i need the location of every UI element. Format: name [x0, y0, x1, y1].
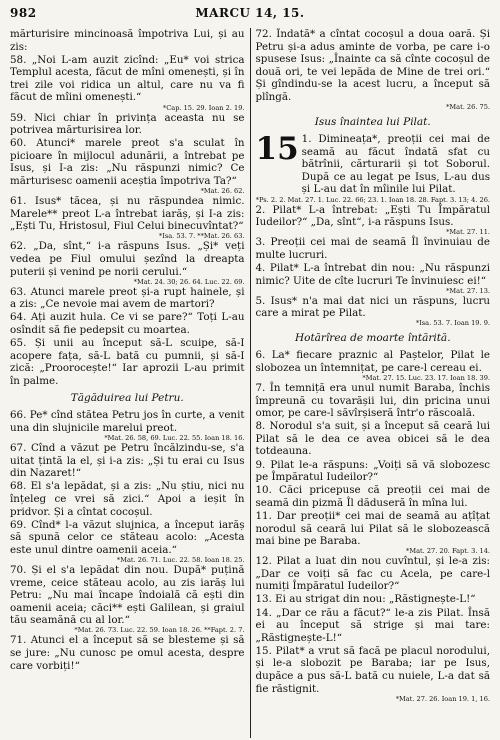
verse-15-12: 12. Pilat a luat din nou cuvîntul, și le-a zis: „Dar ce voiți să fac cu Acela, pe care-l numiți Împăratul Iudeilor?“ — [255, 555, 490, 593]
chapter-number: 15 — [255, 131, 299, 168]
verse-15-11: 11. Dar preoții* cei mai de seamă au ațîțat norodul să ceară lui Pilat să le slobozească mai bine pe Baraba. — [255, 509, 490, 548]
verse-15-7: 7. În temniță era unul numit Baraba, închis împreună cu tovarășii lui, din pricina unui omor, pe care-l săvîrșiseră într'o răscoală. — [255, 381, 490, 420]
section-heading: Hotărîrea de moarte întărită. — [294, 332, 451, 345]
cross-reference: *Mat. 26. 62. — [200, 187, 245, 196]
chapter-start — [256, 133, 491, 196]
verse-15-13: 13. Ei au strigat din nou: „Răstignește-L!“ — [255, 593, 476, 606]
verse-72: 72. Îndată* a cîntat cocoșul a doua oară. Și Petru și-a adus aminte de vorba, pe care i-o spusese Isus: „Înainte ca să cînte cocoșul de două ori, te vei lepăda de Mine de trei ori.“ Și gîndindu-se la acest lucru, a început să plîngă. — [255, 28, 490, 103]
cross-reference: *Isa. 53. 7. **Mat. 26. 63. — [158, 232, 245, 241]
verse-15-1: 1. Dimineața*, preoții cei mai de seamă au făcut îndată sfat cu bătrînii, cărturarii și tot Soborul. După ce au legat pe Isus, L-au dus și L-au dat în mîinile lui Pilat. — [301, 133, 490, 196]
verse-15-15: 15. Pilat* a vrut să facă pe placul norodului, și le-a slobozit pe Baraba; iar pe Isus, dupăce a pus să-L bată cu nuiele, L-a dat să fie răstignit. — [255, 644, 490, 695]
verse-15-9: 9. Pilat le-a răspuns: „Voiți să vă slobozesc pe Împăratul Iudeilor?“ — [255, 458, 490, 484]
cross-reference: *Mat. 27. 26. Ioan 19. 1, 16. — [395, 694, 490, 703]
verse-15-8: 8. Norodul s'a suit, și a început să ceară lui Pilat să le dea ce avea obicei să le dea totdeauna. — [255, 420, 490, 458]
cross-reference: *Mat. 27. 15. Luc. 23. 17. Ioan 18. 39. — [362, 373, 490, 382]
left-column — [10, 28, 250, 738]
verse-69: 69. Cînd* l-a văzut slujnica, a început iarăș să spună celor ce stăteau acolo: „Acesta este unul dintre oamenii aceia.“ — [10, 518, 245, 556]
cross-reference: *Mat. 24. 30; 26. 64. Luc. 22. 69. — [133, 277, 245, 286]
verse-15-14: 14. „Dar ce rău a făcut?“ le-a zis Pilat. Însă ei au început să strige și mai tare: „Răstignește-L!“ — [255, 606, 490, 644]
verse-65: 65. Și unii au început să-L scuipe, să-I acopere fața, să-L bată cu pumnii, și să-I zică: „Proorocește!“ Iar aprozii L-au primit în palme. — [10, 337, 245, 387]
cross-reference: *Mat. 26. 75. — [446, 103, 490, 112]
verse-15-3: 3. Preoții cei mai de seamă Îl învinuiau de multe lucruri. — [255, 236, 490, 261]
verse-15-5: 5. Isus* n'a mai dat nici un răspuns, lucru care a mirat pe Pilat. — [255, 294, 490, 320]
page-number: 982 — [10, 6, 37, 20]
verse-64: 64. Ați auzit hula. Ce vi se pare?“ Toți L-au osîndit să fie pedepsit cu moartea. — [10, 311, 245, 336]
verse-67: 67. Cînd a văzut pe Petru încălzindu-se, s'a uitat țintă la el, și i-a zis: „Și tu erai cu Isus din Nazaret!“ — [10, 442, 245, 480]
cross-reference: *Mat. 27. 13. — [446, 286, 490, 295]
verse-68: 68. El s'a lepădat, și a zis: „Nu știu, nici nu înțeleg ce vrei să zici.“ Apoi a ieșit în pridvor. Și a cîntat cocoșul. — [10, 480, 245, 518]
verse-63: 63. Atunci marele preot și-a rupt hainele, și a zis: „Ce nevoie mai avem de martori? — [10, 285, 245, 311]
section-heading: Isus înaintea lui Pilat. — [314, 116, 431, 129]
cross-reference: *Mat. 27. 11. — [446, 228, 490, 237]
verse-15-6: 6. La* fiecare praznic al Paștelor, Pilat le slobozea un întemnițat, pe care-l cereau ei. — [255, 349, 490, 374]
cross-reference: *Isa. 53. 7. Ioan 19. 9. — [415, 319, 490, 328]
cross-reference: *Mat. 26. 73. Luc. 22. 59. Ioan 18. 26. **Fapt. 2. 7. — [74, 626, 245, 635]
verse-60: 60. Atunci* marele preot s'a sculat în picioare în mijlocul adunării, a întrebat pe Isus, și I-a zis: „Nu răspunzi nimic? Ce mărturisesc oamenii aceștia împotriva Ta?“ — [10, 137, 245, 188]
verse-71: 71. Atunci el a început să se blesteme și să se jure: „Nu cunosc pe omul acesta, despre care vorbiți!“ — [10, 634, 245, 672]
verse-70: 70. Și el s'a lepădat din nou. După* puțină vreme, ceice stăteau acolo, au zis iarăș lui Petru: „Nu mai încape îndoială că ești din oamenii aceia; căci** ești Galilean, și graiul tău seamănă cu al lor.“ — [10, 563, 245, 627]
verse-15-4: 4. Pilat* L-a întrebat din nou: „Nu răspunzi nimic? Uite de cîte lucruri Te învinuiesc ei!“ — [255, 261, 490, 287]
verse-66: 66. Pe* cînd stătea Petru jos în curte, a venit una din slujnicile marelui preot. — [10, 409, 245, 435]
cross-reference: *Ps. 2. 2. Mat. 27. 1. Luc. 22. 66; 23. 1. Ioan 18. 28. Fapt. 3. 13; 4. 26. — [255, 195, 490, 204]
cross-reference: *Cap. 15. 29. Ioan 2. 19. — [162, 103, 245, 112]
section-heading: Tăgăduirea lui Petru. — [70, 392, 184, 405]
running-title: MARCU 14, 15. — [195, 6, 305, 20]
verse-58: 58. „Noi L-am auzit zicînd: „Eu* voi strica Templul acesta, făcut de mîni omenești, și în trei zile voi ridica un altul, care nu va fi făcut de mîini omenești.“ — [10, 53, 245, 104]
right-column — [251, 28, 491, 738]
cross-reference: *Mat. 26. 58, 69. Luc. 22. 55. Ioan 18. 16. — [104, 434, 245, 443]
cross-reference: *Mat. 26. 71. Luc. 22. 58. Ioan 18. 25. — [116, 555, 245, 564]
verse-15-10: 10. Căci pricepuse că preoții cei mai de seamă din pizmă Îl dăduseră în mîna lui. — [255, 484, 490, 509]
text-columns — [10, 28, 490, 738]
cross-reference: *Mat. 27. 20. Fapt. 3. 14. — [406, 547, 490, 556]
verse-57-end: mărturisire mincinoasă împotriva Lui, și au zis: — [10, 28, 245, 53]
page-header — [10, 6, 490, 26]
verse-59: 59. Nici chiar în privința aceasta nu se potrivea mărturisirea lor. — [10, 111, 245, 137]
verse-62: 62. „Da, sînt,“ i-a răspuns Isus. „Și* veți vedea pe Fiul omului șezînd la dreapta puterii și venind pe norii cerului.“ — [10, 240, 245, 278]
verse-61: 61. Isus* tăcea, și nu răspundea nimic. Marele** preot L-a întrebat iarăș, și I-a zis: „Ești Tu, Hristosul, Fiul Celui binecuvîntat?“ — [10, 195, 245, 233]
verse-15-2: 2. Pilat* L-a întrebat: „Ești Tu Împăratul Iudeilor?“ „Da, sînt“, i-a răspuns Isus. — [255, 203, 490, 229]
